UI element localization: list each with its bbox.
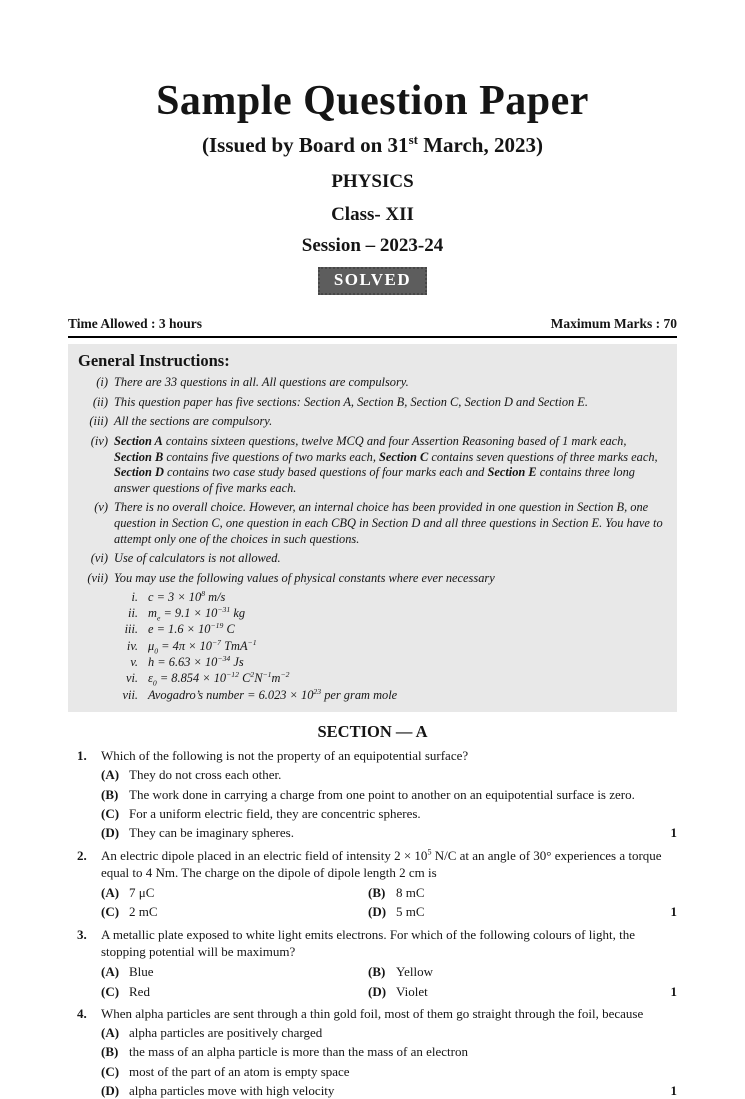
instruction-text: All the sections are compulsory. bbox=[114, 414, 273, 429]
option-text: They do not cross each other. bbox=[129, 767, 282, 783]
constant-label: i. bbox=[131, 589, 138, 604]
option-row bbox=[101, 786, 677, 803]
constant-value: Avogadro’s number = $6.023 \times 10^{23}$ per gram mole bbox=[148, 686, 398, 702]
solved-badge: SOLVED bbox=[318, 267, 427, 295]
option-text: 2 mC bbox=[129, 904, 158, 920]
option-row bbox=[368, 903, 677, 920]
physical-constants-list bbox=[78, 589, 667, 704]
option-row bbox=[101, 903, 368, 920]
issue-subtitle: (Issued by Board on 31st March, 2023) bbox=[202, 132, 543, 157]
constant-label: iii. bbox=[124, 622, 138, 637]
question-text: When alpha particles are sent through a thin gold foil, most of them go straight through the foil, because bbox=[101, 1005, 644, 1021]
instruction-item bbox=[78, 434, 667, 497]
option-row bbox=[101, 884, 368, 901]
instructions-heading: General Instructions: bbox=[78, 351, 230, 370]
instruction-label: (i) bbox=[96, 375, 108, 389]
question-text: Which of the following is not the property of an equipotential surface? bbox=[101, 748, 469, 764]
question-number: 4. bbox=[77, 1005, 87, 1021]
instruction-text: You may use the following values of physical constants where ever necessary bbox=[114, 570, 495, 585]
question-body bbox=[101, 1005, 677, 1099]
constant-item bbox=[78, 589, 667, 605]
instruction-label: (vii) bbox=[87, 570, 108, 585]
option-row bbox=[101, 1063, 677, 1080]
instruction-item bbox=[78, 375, 667, 391]
marks-value: 1 bbox=[670, 1082, 677, 1098]
instruction-text: There are 33 questions in all. All questions are compulsory. bbox=[114, 375, 409, 389]
instruction-text: Section A contains sixteen questions, twelve MCQ and four Assertion Reasoning based of 1 mark each, Section B contains five questions of two marks each, Section C contains seven questions of three marks each, Section D contains two case study based questions of four marks each and Section E contains three long answer questions of five marks each. bbox=[114, 433, 658, 495]
instruction-text: Use of calculators is not allowed. bbox=[114, 551, 281, 566]
class-line: Class- XII bbox=[331, 204, 414, 225]
option-text: They can be imaginary spheres. bbox=[129, 825, 294, 841]
question-number: 1. bbox=[77, 748, 87, 764]
constant-value: $h = 6.63 \times 10^{-34}$ Js bbox=[148, 653, 244, 669]
instruction-item bbox=[78, 414, 667, 430]
question-body bbox=[101, 847, 677, 921]
option-label: (D) bbox=[101, 1082, 120, 1098]
option-text: Blue bbox=[129, 964, 154, 980]
option-text: 8 mC bbox=[396, 885, 425, 901]
option-text: Yellow bbox=[396, 964, 433, 980]
section-a-heading: SECTION — A bbox=[317, 722, 428, 742]
option-row bbox=[101, 1024, 677, 1041]
instruction-label: (vi) bbox=[90, 551, 108, 566]
constant-label: vi. bbox=[125, 671, 138, 686]
options-grid bbox=[101, 882, 677, 921]
general-instructions-box bbox=[68, 344, 677, 712]
question-number: 2. bbox=[77, 847, 87, 863]
time-allowed-label: Time Allowed : 3 hours bbox=[68, 316, 203, 331]
option-text: The work done in carrying a charge from one point to another on an equipotential surface is zero. bbox=[129, 786, 635, 802]
options-list bbox=[101, 1024, 677, 1099]
marks-value: 1 bbox=[670, 983, 677, 999]
option-text: Red bbox=[129, 983, 150, 999]
constant-value: $\varepsilon_0 = 8.854 \times 10^{-12}$ $C^2N^{-1}m^{-2}$ bbox=[148, 670, 290, 688]
constant-value: $c = 3 \times 10^8$ m/s bbox=[148, 588, 226, 604]
instruction-label: (iii) bbox=[89, 414, 108, 429]
constant-label: vii. bbox=[122, 687, 138, 702]
option-label: (D) bbox=[368, 983, 387, 999]
option-text: most of the part of an atom is empty space bbox=[129, 1063, 350, 1079]
option-row bbox=[101, 1082, 677, 1099]
instruction-label: (v) bbox=[94, 500, 108, 515]
question-number: 3. bbox=[77, 926, 87, 942]
option-label: (D) bbox=[368, 904, 387, 920]
option-label: (C) bbox=[101, 904, 120, 920]
option-label: (C) bbox=[101, 983, 120, 999]
constant-item bbox=[78, 621, 667, 637]
option-label: (B) bbox=[101, 786, 119, 802]
option-row bbox=[101, 983, 368, 1000]
instruction-label: (iv) bbox=[90, 433, 108, 448]
option-label: (B) bbox=[368, 885, 386, 901]
constant-item bbox=[78, 654, 667, 670]
instruction-item bbox=[78, 571, 667, 587]
option-text: alpha particles are positively charged bbox=[129, 1025, 323, 1041]
constant-item bbox=[78, 687, 667, 703]
instruction-text: This question paper has five sections: Section A, Section B, Section C, Section D and Section E. bbox=[114, 394, 588, 409]
option-row bbox=[101, 805, 677, 822]
constant-value: $e = 1.6 \times 10^{-19}$ C bbox=[148, 621, 235, 637]
question-1 bbox=[68, 747, 677, 841]
option-label: (A) bbox=[101, 964, 120, 980]
meta-row bbox=[68, 316, 677, 338]
subject-line: PHYSICS bbox=[331, 171, 414, 192]
option-row bbox=[101, 1043, 677, 1060]
option-label: (C) bbox=[101, 1063, 120, 1079]
question-4 bbox=[68, 1005, 677, 1099]
options-list bbox=[101, 766, 677, 841]
constant-value: $m_e = 9.1 \times 10^{-31}$ kg bbox=[148, 604, 246, 623]
option-text: For a uniform electric field, they are concentric spheres. bbox=[129, 805, 421, 821]
constant-item bbox=[78, 605, 667, 621]
option-label: (D) bbox=[101, 825, 120, 841]
maximum-marks-label: Maximum Marks : 70 bbox=[550, 316, 677, 331]
paper-header bbox=[68, 0, 677, 295]
constant-label: v. bbox=[130, 655, 138, 669]
option-label: (B) bbox=[101, 1044, 119, 1060]
page-title: Sample Question Paper bbox=[156, 78, 589, 124]
option-label: (A) bbox=[101, 767, 120, 783]
option-row bbox=[101, 766, 677, 783]
session-line: Session – 2023-24 bbox=[301, 235, 444, 256]
instruction-item bbox=[78, 500, 667, 547]
option-text: 7 μC bbox=[129, 885, 155, 901]
option-text: the mass of an alpha particle is more than the mass of an electron bbox=[129, 1044, 468, 1060]
option-row bbox=[368, 983, 677, 1000]
constant-item bbox=[78, 670, 667, 686]
option-row bbox=[368, 884, 677, 901]
option-text: alpha particles move with high velocity bbox=[129, 1082, 335, 1098]
option-row bbox=[101, 824, 677, 841]
marks-value: 1 bbox=[670, 904, 677, 920]
option-label: (C) bbox=[101, 805, 120, 821]
options-grid bbox=[101, 961, 677, 1000]
option-label: (B) bbox=[368, 964, 386, 980]
question-text: An electric dipole placed in an electric field of intensity $2 \times 10^5$ N/C at an angle of 30° experiences a torque equal to 4 Nm. The charge on the dipole of dipole length 2 cm is bbox=[101, 847, 662, 880]
option-text: Violet bbox=[396, 983, 428, 999]
question-body bbox=[101, 926, 677, 1000]
question-text: A metallic plate exposed to white light emits electrons. For which of the following colours of light, the stopping potential will be maximum? bbox=[101, 926, 635, 959]
question-3 bbox=[68, 926, 677, 1000]
question-2 bbox=[68, 847, 677, 921]
instruction-item bbox=[78, 395, 667, 411]
option-row bbox=[101, 963, 368, 980]
constant-label: iv. bbox=[126, 638, 138, 653]
instruction-label: (ii) bbox=[92, 394, 108, 409]
marks-value: 1 bbox=[670, 825, 677, 841]
option-label: (A) bbox=[101, 1025, 120, 1041]
option-row bbox=[368, 963, 677, 980]
constant-label: ii. bbox=[128, 605, 138, 620]
instruction-text: There is no overall choice. However, an internal choice has been provided in one question in Section B, one question in Section C, one question in each CBQ in Section D and all three questions in Section E. You have to attempt only one of the choices in such questions. bbox=[114, 500, 663, 546]
question-body bbox=[101, 747, 677, 841]
constant-item bbox=[78, 638, 667, 654]
constant-value: $\mu_0 = 4\pi \times 10^{-7}$ TmA$^{-1}$ bbox=[148, 637, 257, 656]
option-label: (A) bbox=[101, 885, 120, 901]
option-text: 5 mC bbox=[396, 904, 425, 920]
instruction-item bbox=[78, 551, 667, 567]
